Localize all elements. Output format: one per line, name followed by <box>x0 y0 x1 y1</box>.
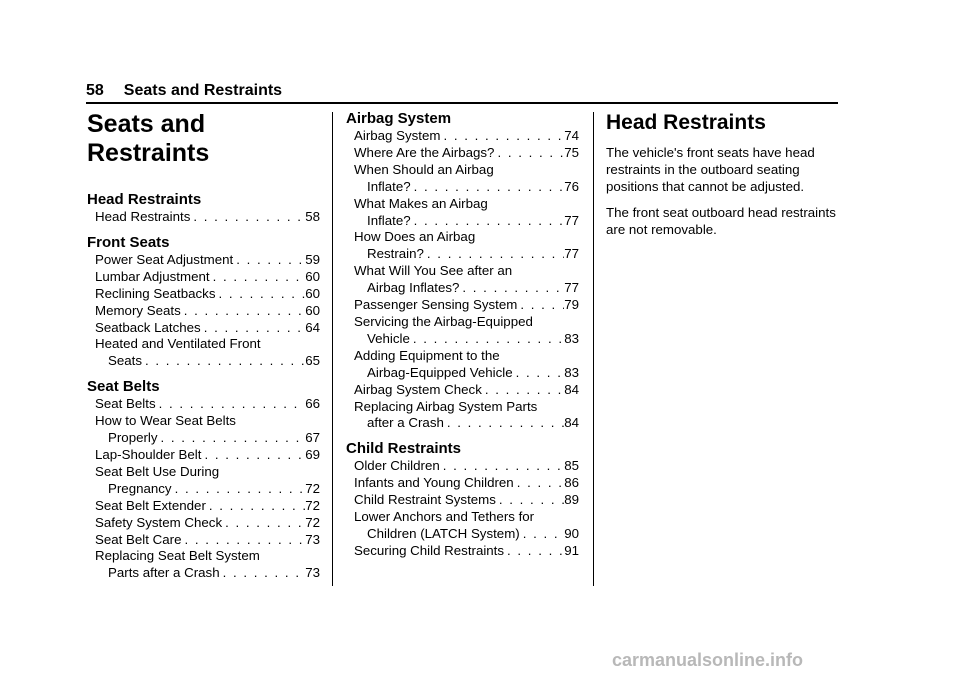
leader-dots <box>201 447 305 464</box>
toc-entry-line <box>95 269 320 286</box>
toc-entry-title: Reclining Seatbacks <box>95 285 216 301</box>
leader-dots <box>440 128 564 145</box>
toc-page-number: 86 <box>564 475 579 491</box>
paragraph: The vehicle's front seats have head restraints in the outboard seating positions that cannot be adjusted. <box>606 145 815 194</box>
toc-sections <box>87 191 320 582</box>
toc-page-number: 84 <box>564 415 579 431</box>
toc-entry-line <box>95 353 320 370</box>
leader-dots <box>156 396 306 413</box>
toc-entry-line <box>354 246 579 263</box>
leader-dots <box>411 213 565 230</box>
toc-entry[interactable] <box>95 336 320 370</box>
toc-entry-title: How to Wear Seat Belts <box>95 413 236 429</box>
toc-entry-line <box>354 543 579 560</box>
toc-entry[interactable] <box>95 269 320 286</box>
toc-page-number: 72 <box>305 497 320 513</box>
toc-page-number: 83 <box>564 364 579 380</box>
toc-entry[interactable] <box>95 320 320 337</box>
leader-dots <box>494 145 564 162</box>
toc-column-1 <box>87 110 320 582</box>
leader-dots <box>190 209 305 226</box>
toc-entry-line <box>354 179 579 196</box>
toc-entry-title: Inflate? <box>367 212 411 228</box>
toc-page-number: 60 <box>305 302 320 318</box>
toc-entry[interactable] <box>354 263 579 297</box>
toc-entry-title: Properly <box>108 430 158 446</box>
leader-dots <box>158 430 306 447</box>
toc-entry-title: Seatback Latches <box>95 319 201 335</box>
toc-entry-line <box>354 509 579 526</box>
toc-entry-line <box>95 515 320 532</box>
toc-section-heading: Child Restraints <box>346 440 462 458</box>
toc-entry-line <box>354 492 579 509</box>
toc-entry-line <box>354 145 579 162</box>
watermark: carmanualsonline.info <box>612 650 804 670</box>
toc-page-number: 91 <box>564 542 579 558</box>
toc-page-number: 60 <box>305 268 320 284</box>
leader-dots <box>513 365 565 382</box>
toc-entry-title: Inflate? <box>367 178 411 194</box>
toc-page-number: 65 <box>305 353 320 369</box>
leader-dots <box>410 331 564 348</box>
toc-entry-title: Lumbar Adjustment <box>95 268 210 284</box>
toc-entry-line <box>354 526 579 543</box>
toc-entry[interactable] <box>95 447 320 464</box>
toc-entry[interactable] <box>354 458 579 475</box>
toc-section-heading: Head Restraints <box>87 191 202 208</box>
toc-entry-line <box>354 196 579 213</box>
toc-page-number: 75 <box>564 144 579 160</box>
toc-entry-title: Pregnancy <box>108 480 172 496</box>
toc-entry-title: Airbag-Equipped Vehicle <box>367 364 513 380</box>
toc-section-heading: Front Seats <box>87 233 170 251</box>
toc-entry[interactable] <box>354 475 579 492</box>
toc-entry-title: Seats <box>108 353 143 369</box>
toc-page-number: 69 <box>305 446 320 462</box>
toc-entry-title: Seat Belt Care <box>95 531 182 547</box>
toc-entry[interactable] <box>354 229 579 263</box>
toc-page-number: 83 <box>564 330 579 346</box>
toc-entry-line <box>95 303 320 320</box>
toc-entry[interactable] <box>354 314 579 348</box>
header-rule <box>86 102 838 104</box>
toc-entry-line <box>95 336 320 353</box>
leader-dots <box>181 303 305 320</box>
toc-page-number: 66 <box>305 396 320 412</box>
head-restraints-section <box>606 110 841 239</box>
leader-dots <box>482 382 564 399</box>
toc-page-number: 72 <box>305 480 320 496</box>
toc-entry[interactable] <box>95 396 320 413</box>
toc-entry-line <box>354 382 579 399</box>
toc-entry-title: Replacing Seat Belt System <box>95 548 260 564</box>
toc-entry-line <box>354 475 579 492</box>
paragraph: The front seat outboard head restraints are not removable. <box>606 204 836 237</box>
column-divider <box>593 112 594 586</box>
toc-page-number: 89 <box>564 492 579 508</box>
leader-dots <box>411 179 565 196</box>
toc-entry-line <box>95 498 320 515</box>
toc-page-number: 76 <box>564 178 579 194</box>
toc-page-number: 77 <box>564 280 579 296</box>
toc-entry-line <box>354 128 579 145</box>
toc-entry-line <box>95 430 320 447</box>
toc-entry-line <box>354 415 579 432</box>
toc-entry[interactable] <box>354 348 579 382</box>
toc-entry[interactable] <box>354 509 579 543</box>
toc-entry-line <box>354 348 579 365</box>
toc-page-number: 84 <box>564 381 579 397</box>
toc-entry-line <box>354 297 579 314</box>
toc-entry[interactable] <box>95 209 320 226</box>
leader-dots <box>520 526 565 543</box>
toc-entry[interactable] <box>95 286 320 303</box>
leader-dots <box>201 320 305 337</box>
toc-entry-line <box>354 314 579 331</box>
toc-entry[interactable] <box>95 532 320 549</box>
toc-entry-title: Safety System Check <box>95 514 223 530</box>
toc-entry[interactable] <box>354 128 579 145</box>
toc-entry[interactable] <box>354 145 579 162</box>
toc-page-number: 73 <box>305 565 320 581</box>
chapter-title <box>87 110 320 168</box>
toc-entry-title: Passenger Sensing System <box>354 297 518 313</box>
leader-dots <box>172 481 306 498</box>
toc-entry-title: after a Crash <box>367 415 444 431</box>
toc-section-heading: Seat Belts <box>87 378 160 396</box>
leader-dots <box>459 280 564 297</box>
toc-entry-line <box>354 280 579 297</box>
toc-entry-line <box>95 464 320 481</box>
toc-entry-title: Older Children <box>354 458 440 474</box>
toc-entry-title: When Should an Airbag <box>354 161 494 177</box>
toc-entry[interactable] <box>354 162 579 196</box>
toc-entry-line <box>354 229 579 246</box>
toc-page-number: 77 <box>564 246 579 262</box>
toc-entry[interactable] <box>354 382 579 399</box>
toc-page-number: 74 <box>564 128 579 143</box>
toc-entry[interactable] <box>95 413 320 447</box>
toc-entry-line <box>95 481 320 498</box>
toc-entry-title: Where Are the Airbags? <box>354 144 495 160</box>
toc-entry-title: Lower Anchors and Tethers for <box>354 509 535 525</box>
leader-dots <box>517 297 564 314</box>
leader-dots <box>222 515 305 532</box>
toc-entry-line <box>95 286 320 303</box>
leader-dots <box>206 498 305 515</box>
toc-section-heading: Airbag System <box>346 110 452 127</box>
toc-page-number: 77 <box>564 212 579 228</box>
leader-dots <box>496 492 564 509</box>
chapter-title-line: Restraints <box>87 139 210 167</box>
toc-entry[interactable] <box>95 498 320 515</box>
page-header <box>86 82 282 100</box>
toc-page-number: 67 <box>305 430 320 446</box>
leader-dots <box>444 415 564 432</box>
toc-entry-line <box>354 458 579 475</box>
toc-entry-title: Replacing Airbag System Parts <box>354 398 538 414</box>
toc-entry-line <box>95 413 320 430</box>
toc-entry-title: Infants and Young Children <box>354 475 514 491</box>
leader-dots <box>215 286 305 303</box>
toc-entry-line <box>95 565 320 582</box>
column-divider <box>332 112 333 586</box>
toc-entry-line <box>95 532 320 549</box>
toc-entry-line <box>354 162 579 179</box>
toc-entry-title: What Makes an Airbag <box>354 195 488 211</box>
toc-page-number: 72 <box>305 514 320 530</box>
page-number: 58 <box>86 82 104 99</box>
leader-dots <box>181 532 305 549</box>
leader-dots <box>210 269 306 286</box>
toc-entry-title: How Does an Airbag <box>354 229 476 245</box>
toc-page-number: 60 <box>305 285 320 301</box>
toc-entry-line <box>95 320 320 337</box>
toc-entry-line <box>95 396 320 413</box>
chapter-title-line: Seats and <box>87 110 206 138</box>
toc-entry-title: Airbag System <box>354 128 441 143</box>
toc-page-number: 79 <box>564 297 579 313</box>
leader-dots <box>424 246 564 263</box>
toc-entry-line <box>354 213 579 230</box>
toc-entry-title: Children (LATCH System) <box>367 525 520 541</box>
section-title: Seats and Restraints <box>123 82 283 99</box>
toc-column-2 <box>346 110 579 560</box>
toc-entry[interactable] <box>95 252 320 269</box>
toc-entry-line <box>354 399 579 416</box>
toc-page-number: 64 <box>305 319 320 335</box>
leader-dots <box>504 543 564 560</box>
toc-entry-title: Servicing the Airbag-Equipped <box>354 313 533 329</box>
toc-entry-line <box>95 548 320 565</box>
toc-entry-title: Securing Child Restraints <box>354 542 505 558</box>
toc-page-number: 58 <box>305 209 320 224</box>
toc-entry[interactable] <box>95 303 320 320</box>
toc-entry-title: Parts after a Crash <box>108 565 220 581</box>
section-heading: Head Restraints <box>606 111 766 134</box>
leader-dots <box>233 252 305 269</box>
toc-entry-title: Airbag System Check <box>354 381 482 397</box>
toc-entry-title: Seat Belt Extender <box>95 497 206 513</box>
toc-entry[interactable] <box>354 543 579 560</box>
toc-sections <box>346 110 579 560</box>
toc-entry-title: Seat Belts <box>95 396 156 412</box>
toc-entry-line <box>354 263 579 280</box>
toc-entry-title: Child Restraint Systems <box>354 492 496 508</box>
toc-entry[interactable] <box>95 464 320 498</box>
toc-entry-title: Adding Equipment to the <box>354 347 500 363</box>
toc-entry-line <box>354 331 579 348</box>
toc-entry-title: Memory Seats <box>95 302 181 318</box>
toc-entry-title: Heated and Ventilated Front <box>95 336 261 352</box>
toc-entry[interactable] <box>95 515 320 532</box>
leader-dots <box>440 458 564 475</box>
toc-entry-title: Lap-Shoulder Belt <box>95 446 202 462</box>
toc-entry-title: Airbag Inflates? <box>367 280 460 296</box>
toc-entry-title: Restrain? <box>367 246 424 262</box>
toc-entry-line <box>354 365 579 382</box>
toc-entry[interactable] <box>354 196 579 230</box>
toc-entry-title: Seat Belt Use During <box>95 463 220 479</box>
toc-entry-line <box>95 209 320 226</box>
toc-entry-line <box>95 252 320 269</box>
leader-dots <box>514 475 565 492</box>
toc-page-number: 85 <box>564 458 579 474</box>
toc-entry-line <box>95 447 320 464</box>
toc-entry-title: What Will You See after an <box>354 263 513 279</box>
toc-entry-title: Power Seat Adjustment <box>95 251 234 267</box>
toc-page-number: 90 <box>564 525 579 541</box>
toc-entry[interactable] <box>354 399 579 433</box>
toc-page-number: 59 <box>305 251 320 267</box>
leader-dots <box>220 565 306 582</box>
toc-entry[interactable] <box>95 548 320 582</box>
leader-dots <box>142 353 305 370</box>
toc-page-number: 73 <box>305 531 320 547</box>
toc-entry-title: Head Restraints <box>95 209 191 224</box>
toc-entry-title: Vehicle <box>367 330 410 346</box>
toc-entry[interactable] <box>354 297 579 314</box>
toc-entry[interactable] <box>354 492 579 509</box>
